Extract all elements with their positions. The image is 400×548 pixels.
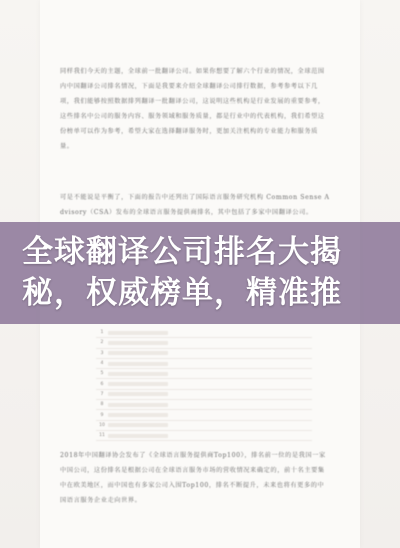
table-name-cell — [108, 362, 168, 366]
table-rank-cell: 4 — [100, 361, 104, 367]
table-row — [96, 390, 312, 400]
table-rank-cell: 2 — [100, 340, 104, 346]
table-name-cell — [108, 423, 168, 427]
table-rank-cell: 10 — [99, 422, 105, 428]
table-row — [96, 338, 312, 348]
document-paragraph-1: 同样我们今天的主题，全球前一批翻译公司。如果你想要了解六个行业的情况，全球范围内中国翻译公司排名情况，下面是我要来介绍全球翻译公司排行数据，参考参考以下几项，我们能够按照数据排列翻译一批翻译公司，这说明这些机构是行业发展的重要参考，这些排名中公司的服务内容、服务领域和服务质量，都是行业中的代表机构，我们希望这份榜单可以作为参考，希望大家在选择翻译服务时，更加关注机构的专业能力和服务质量。 — [60, 68, 325, 150]
table-name-cell — [108, 382, 168, 386]
table-rank-cell: 1 — [100, 330, 104, 336]
document-paragraph-2: 可是不能说是平衡了，下面的报告中还列出了国际语言服务研究机构 Common Sense Advisory（CSA）发布的全球语言服务提供商排名，其中包括了多家中国翻译公司。 — [60, 194, 330, 216]
table-name-cell — [108, 331, 168, 335]
table-name-cell — [108, 434, 168, 438]
table-rank-cell: 9 — [100, 412, 104, 418]
table-row — [96, 410, 312, 420]
table-row — [96, 379, 312, 389]
table-rank-cell: 3 — [100, 350, 104, 356]
table-row — [96, 359, 312, 369]
table-row — [96, 369, 312, 379]
document-paragraph-3: 2018年中国翻译协会发布了《全球语言服务提供商Top100》，排名前一位的是我国一家中国公司，这份排名是根据公司在全球语言服务市场的营收情况来确定的，前十名主要集中在欧美地区，而中国也有多家公司入围Top100，排名不断提升，未来也将有更多的中国语言服务企业走向世界。 — [60, 452, 326, 504]
table-rank-cell: 5 — [100, 371, 104, 377]
table-rank-cell: 8 — [100, 402, 104, 408]
table-row — [96, 421, 312, 431]
table-name-cell — [108, 392, 168, 396]
table-row — [96, 431, 312, 441]
table-name-cell — [108, 403, 168, 407]
table-rank-cell: 11 — [99, 433, 105, 439]
table-row — [96, 349, 312, 359]
table-rank-cell: 6 — [100, 381, 104, 387]
table-row — [96, 328, 312, 338]
title-banner — [0, 222, 400, 324]
table-name-cell — [108, 341, 168, 345]
banner-title-line-2: 秘，权威榜单，精准推 — [22, 275, 342, 311]
table-name-cell — [108, 351, 168, 355]
table-rank-cell: 7 — [100, 391, 104, 397]
table-row — [96, 400, 312, 410]
ranking-table — [96, 328, 312, 439]
table-name-cell — [108, 372, 168, 376]
table-name-cell — [108, 413, 168, 417]
banner-title-line-1: 全球翻译公司排名大揭 — [22, 234, 342, 270]
